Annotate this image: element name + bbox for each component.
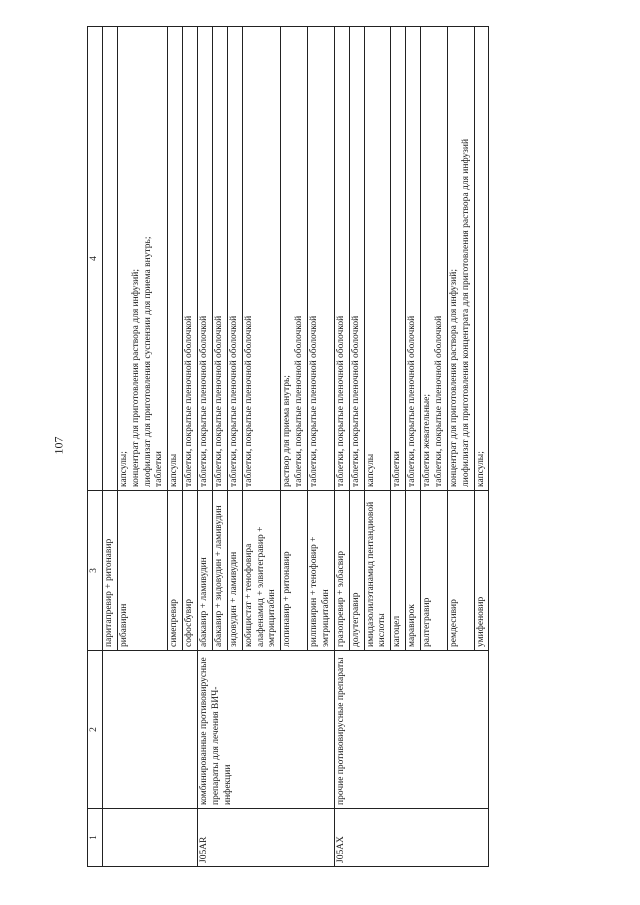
drug-name-cell: долутегравир — [349, 491, 364, 651]
drug-name-cell: кагоцел — [391, 491, 406, 651]
dosage-forms-cell: таблетки, покрытые пленочной оболочкой — [406, 27, 421, 491]
dosage-forms-cell — [102, 27, 117, 491]
table-row — [198, 27, 213, 867]
dosage-forms-cell: капсулы; — [474, 27, 489, 491]
header-col-3: 3 — [88, 491, 103, 651]
dosage-forms-cell: таблетки, покрытые пленочной оболочкой — [308, 27, 335, 491]
dosage-forms-cell — [281, 27, 308, 491]
page-number: 107 — [51, 436, 66, 455]
dosage-forms-cell: таблетки, покрытые пленочной оболочкой — [334, 27, 349, 491]
drug-name-cell: абакавир + зидовудин + ламивудин — [212, 491, 227, 651]
dosage-forms-cell: таблетки — [391, 27, 406, 491]
dosage-forms-cell: таблетки, покрытые пленочной оболочкой — [212, 27, 227, 491]
group-cell: комбинированные противовирусные препараты для лечения ВИЧ-инфекции — [198, 651, 335, 809]
atc-code-cell: J05AX — [334, 809, 489, 867]
dosage-form: таблетки жевательные; — [422, 393, 432, 487]
drug-name-cell: рибавирин — [117, 491, 168, 651]
dosage-form: таблетки — [154, 451, 165, 487]
drug-name-cell: лопинавир + ритонавир — [281, 491, 308, 651]
drug-name-cell: абакавир + ламивудин — [198, 491, 213, 651]
dosage-forms-cell: таблетки, покрытые пленочной оболочкой — [227, 27, 242, 491]
dosage-form: концентрат для приготовления раствора для инфузий; — [130, 269, 141, 487]
header-col-4: 4 — [88, 27, 103, 491]
dosage-forms-cell: таблетки, покрытые пленочной оболочкой — [349, 27, 364, 491]
table-row — [334, 27, 349, 867]
dosage-form: лиофилизат для приготовления концентрата для приготовления раствора для инфузий — [460, 138, 471, 487]
dosage-forms-cell — [447, 27, 474, 491]
drug-table — [87, 26, 489, 867]
drug-name-cell: гразопревир + элбасвир — [334, 491, 349, 651]
header-col-2: 2 — [88, 651, 103, 809]
dosage-forms-cell: капсулы — [168, 27, 183, 491]
drug-name-cell: софосбувир — [183, 491, 198, 651]
drug-name-cell: кобицистат + тенофовира алафенамид + элвитегравир + эмтрицитабин — [242, 491, 281, 651]
group-cell: прочие противовирусные препараты — [334, 651, 489, 809]
drug-name-cell: зидовудин + ламивудин — [227, 491, 242, 651]
table-header-row — [88, 27, 103, 867]
drug-name-cell: рилпивирин + тенофовир + эмтрицитабин — [308, 491, 335, 651]
header-col-1: 1 — [88, 809, 103, 867]
dosage-form: лиофилизат для приготовления суспензии для приема внутрь; — [142, 236, 153, 487]
rotated-page-content — [87, 27, 507, 867]
group-cell — [102, 651, 197, 809]
dosage-forms-cell — [421, 27, 448, 491]
dosage-form: концентрат для приготовления раствора для инфузий; — [448, 269, 459, 487]
dosage-form: капсулы; — [118, 451, 129, 487]
atc-code-cell: J05AR — [198, 809, 335, 867]
dosage-forms-cell: таблетки, покрытые пленочной оболочкой — [242, 27, 281, 491]
drug-name-cell: умифеновир — [474, 491, 489, 651]
dosage-form: раствор для приема внутрь; — [282, 375, 293, 487]
atc-code-cell — [102, 809, 197, 867]
dosage-forms-cell: таблетки, покрытые пленочной оболочкой — [198, 27, 213, 491]
dosage-forms-cell: капсулы — [364, 27, 391, 491]
drug-name-cell: ремдесивир — [447, 491, 474, 651]
dosage-form: таблетки, покрытые пленочной оболочкой — [294, 315, 305, 487]
drug-name-cell: имидазолилэтанамид пентандиовой кислоты — [364, 491, 391, 651]
table-row — [102, 27, 117, 867]
dosage-forms-cell — [117, 27, 168, 491]
drug-name-cell: ралтегравир — [421, 491, 448, 651]
drug-name-cell: симепревир — [168, 491, 183, 651]
drug-name-cell: маравирок — [406, 491, 421, 651]
dosage-forms-cell: таблетки, покрытые пленочной оболочкой — [183, 27, 198, 491]
drug-name-cell: паритапревир + ритонавир — [102, 491, 117, 651]
dosage-form: таблетки, покрытые пленочной оболочкой — [433, 315, 444, 487]
